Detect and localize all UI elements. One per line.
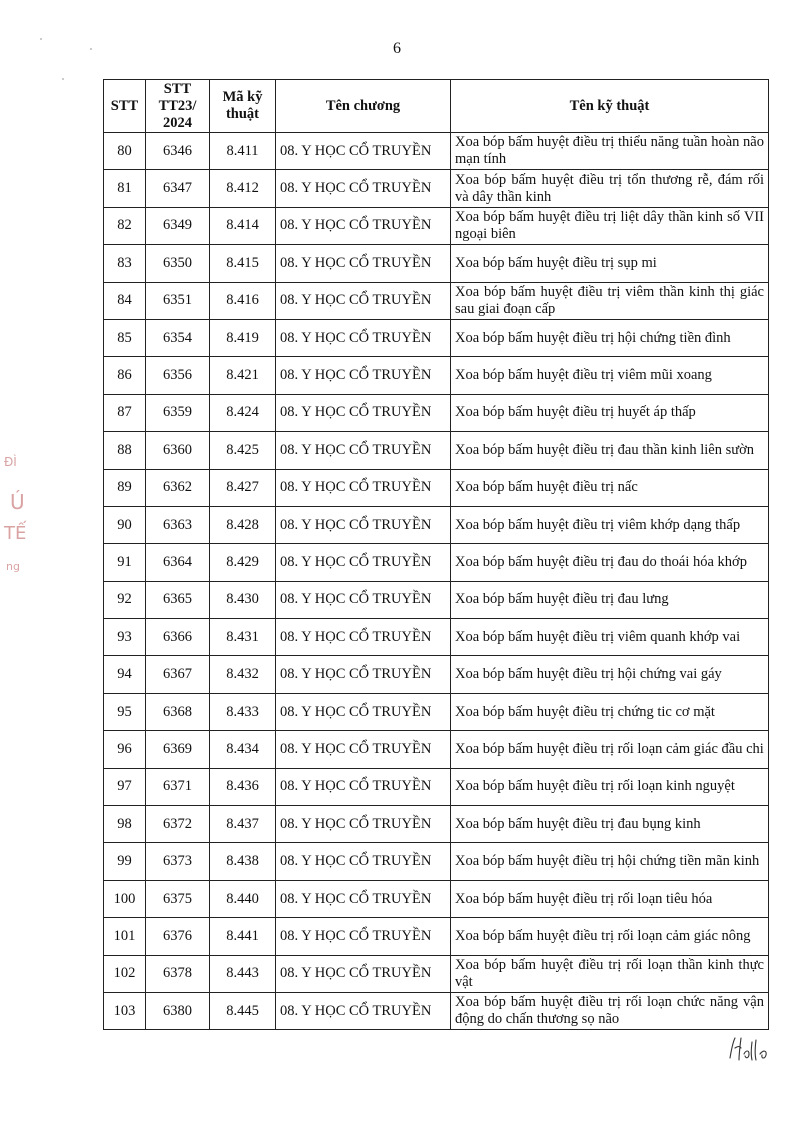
header-stt: STT bbox=[104, 80, 146, 133]
cell-ma-ky-thuat: 8.427 bbox=[210, 469, 276, 506]
cell-ten-chuong: 08. Y HỌC CỔ TRUYỀN bbox=[276, 581, 451, 618]
cell-stt-tt23: 6359 bbox=[146, 394, 210, 431]
cell-ten-chuong: 08. Y HỌC CỔ TRUYỀN bbox=[276, 843, 451, 880]
cell-stt: 101 bbox=[104, 918, 146, 955]
scan-speck bbox=[90, 48, 92, 50]
cell-stt: 103 bbox=[104, 992, 146, 1029]
cell-ten-ky-thuat: Xoa bóp bấm huyệt điều trị hội chứng tiền đình bbox=[451, 319, 769, 356]
cell-ten-ky-thuat: Xoa bóp bấm huyệt điều trị rối loạn chức năng vận động do chấn thương sọ não bbox=[451, 992, 769, 1029]
table-row bbox=[104, 843, 769, 880]
cell-stt: 96 bbox=[104, 731, 146, 768]
table-row bbox=[104, 394, 769, 431]
cell-stt-tt23: 6363 bbox=[146, 506, 210, 543]
scan-speck bbox=[62, 78, 64, 80]
table-row bbox=[104, 133, 769, 170]
cell-ten-ky-thuat: Xoa bóp bấm huyệt điều trị rối loạn cảm giác nông bbox=[451, 918, 769, 955]
table-row bbox=[104, 506, 769, 543]
cell-stt: 98 bbox=[104, 806, 146, 843]
cell-ten-chuong: 08. Y HỌC CỔ TRUYỀN bbox=[276, 133, 451, 170]
cell-ma-ky-thuat: 8.412 bbox=[210, 170, 276, 207]
cell-stt-tt23: 6356 bbox=[146, 357, 210, 394]
cell-ten-ky-thuat: Xoa bóp bấm huyệt điều trị đau do thoái hóa khớp bbox=[451, 544, 769, 581]
cell-ten-chuong: 08. Y HỌC CỔ TRUYỀN bbox=[276, 319, 451, 356]
cell-ma-ky-thuat: 8.432 bbox=[210, 656, 276, 693]
cell-ten-chuong: 08. Y HỌC CỔ TRUYỀN bbox=[276, 619, 451, 656]
table-row bbox=[104, 880, 769, 917]
cell-ten-ky-thuat: Xoa bóp bấm huyệt điều trị hội chứng tiền mãn kinh bbox=[451, 843, 769, 880]
cell-stt-tt23: 6346 bbox=[146, 133, 210, 170]
table-row bbox=[104, 319, 769, 356]
cell-ten-ky-thuat: Xoa bóp bấm huyệt điều trị rối loạn tiêu hóa bbox=[451, 880, 769, 917]
cell-ten-ky-thuat: Xoa bóp bấm huyệt điều trị viêm mũi xoang bbox=[451, 357, 769, 394]
cell-ten-chuong: 08. Y HỌC CỔ TRUYỀN bbox=[276, 282, 451, 319]
cell-ten-chuong: 08. Y HỌC CỔ TRUYỀN bbox=[276, 992, 451, 1029]
cell-stt-tt23: 6360 bbox=[146, 432, 210, 469]
cell-ten-ky-thuat: Xoa bóp bấm huyệt điều trị viêm thần kinh thị giác sau giai đoạn cấp bbox=[451, 282, 769, 319]
cell-ma-ky-thuat: 8.443 bbox=[210, 955, 276, 992]
header-ma-ky-thuat: Mã kỹ thuật bbox=[210, 80, 276, 133]
cell-stt: 86 bbox=[104, 357, 146, 394]
cell-stt: 93 bbox=[104, 619, 146, 656]
cell-stt-tt23: 6349 bbox=[146, 207, 210, 244]
cell-ma-ky-thuat: 8.425 bbox=[210, 432, 276, 469]
cell-stt: 102 bbox=[104, 955, 146, 992]
cell-ten-ky-thuat: Xoa bóp bấm huyệt điều trị chứng tic cơ mặt bbox=[451, 693, 769, 730]
cell-ma-ky-thuat: 8.428 bbox=[210, 506, 276, 543]
table-row bbox=[104, 806, 769, 843]
cell-ma-ky-thuat: 8.434 bbox=[210, 731, 276, 768]
scan-speck bbox=[40, 38, 42, 40]
cell-ten-chuong: 08. Y HỌC CỔ TRUYỀN bbox=[276, 918, 451, 955]
cell-stt-tt23: 6367 bbox=[146, 656, 210, 693]
table-row bbox=[104, 955, 769, 992]
cell-stt: 82 bbox=[104, 207, 146, 244]
cell-ten-ky-thuat: Xoa bóp bấm huyệt điều trị rối loạn thần kinh thực vật bbox=[451, 955, 769, 992]
cell-stt-tt23: 6354 bbox=[146, 319, 210, 356]
technique-table bbox=[103, 79, 769, 1030]
cell-stt: 91 bbox=[104, 544, 146, 581]
cell-ten-ky-thuat: Xoa bóp bấm huyệt điều trị nấc bbox=[451, 469, 769, 506]
margin-stamp-fragment: TẾ bbox=[4, 523, 27, 544]
cell-ten-chuong: 08. Y HỌC CỔ TRUYỀN bbox=[276, 170, 451, 207]
cell-ten-chuong: 08. Y HỌC CỔ TRUYỀN bbox=[276, 207, 451, 244]
cell-stt-tt23: 6368 bbox=[146, 693, 210, 730]
cell-ma-ky-thuat: 8.416 bbox=[210, 282, 276, 319]
cell-ten-ky-thuat: Xoa bóp bấm huyệt điều trị đau bụng kinh bbox=[451, 806, 769, 843]
cell-ma-ky-thuat: 8.445 bbox=[210, 992, 276, 1029]
table-row bbox=[104, 207, 769, 244]
cell-ma-ky-thuat: 8.440 bbox=[210, 880, 276, 917]
header-ten-chuong: Tên chương bbox=[276, 80, 451, 133]
table-row bbox=[104, 282, 769, 319]
handwritten-signature bbox=[726, 1032, 776, 1066]
table-row bbox=[104, 469, 769, 506]
table-row bbox=[104, 656, 769, 693]
cell-ten-chuong: 08. Y HỌC CỔ TRUYỀN bbox=[276, 506, 451, 543]
cell-stt: 88 bbox=[104, 432, 146, 469]
cell-stt-tt23: 6362 bbox=[146, 469, 210, 506]
cell-ten-ky-thuat: Xoa bóp bấm huyệt điều trị đau lưng bbox=[451, 581, 769, 618]
cell-stt-tt23: 6371 bbox=[146, 768, 210, 805]
table-row bbox=[104, 619, 769, 656]
cell-ten-ky-thuat: Xoa bóp bấm huyệt điều trị viêm quanh khớp vai bbox=[451, 619, 769, 656]
cell-stt: 100 bbox=[104, 880, 146, 917]
cell-stt-tt23: 6347 bbox=[146, 170, 210, 207]
table-row bbox=[104, 544, 769, 581]
table-row bbox=[104, 918, 769, 955]
cell-ten-ky-thuat: Xoa bóp bấm huyệt điều trị tổn thương rễ, đám rối và dây thần kinh bbox=[451, 170, 769, 207]
table-row bbox=[104, 693, 769, 730]
cell-ten-chuong: 08. Y HỌC CỔ TRUYỀN bbox=[276, 880, 451, 917]
cell-stt: 83 bbox=[104, 245, 146, 282]
cell-stt: 90 bbox=[104, 506, 146, 543]
header-ten-ky-thuat: Tên kỹ thuật bbox=[451, 80, 769, 133]
cell-ten-chuong: 08. Y HỌC CỔ TRUYỀN bbox=[276, 394, 451, 431]
cell-ma-ky-thuat: 8.415 bbox=[210, 245, 276, 282]
table-header-row bbox=[104, 80, 769, 133]
cell-ten-chuong: 08. Y HỌC CỔ TRUYỀN bbox=[276, 731, 451, 768]
cell-ten-chuong: 08. Y HỌC CỔ TRUYỀN bbox=[276, 768, 451, 805]
cell-stt-tt23: 6376 bbox=[146, 918, 210, 955]
cell-stt: 97 bbox=[104, 768, 146, 805]
margin-stamp-fragment: ĐÌ bbox=[4, 455, 17, 469]
cell-stt-tt23: 6372 bbox=[146, 806, 210, 843]
cell-stt-tt23: 6378 bbox=[146, 955, 210, 992]
cell-stt: 81 bbox=[104, 170, 146, 207]
header-stt-tt23: STT TT23/ 2024 bbox=[146, 80, 210, 133]
table-row bbox=[104, 357, 769, 394]
cell-ten-ky-thuat: Xoa bóp bấm huyệt điều trị rối loạn cảm giác đầu chi bbox=[451, 731, 769, 768]
cell-ma-ky-thuat: 8.436 bbox=[210, 768, 276, 805]
cell-ten-chuong: 08. Y HỌC CỔ TRUYỀN bbox=[276, 357, 451, 394]
cell-stt: 84 bbox=[104, 282, 146, 319]
cell-ten-ky-thuat: Xoa bóp bấm huyệt điều trị viêm khớp dạng thấp bbox=[451, 506, 769, 543]
page-number: 6 bbox=[393, 40, 401, 57]
margin-stamp-fragment: Ú bbox=[10, 490, 25, 514]
cell-stt: 89 bbox=[104, 469, 146, 506]
cell-ma-ky-thuat: 8.441 bbox=[210, 918, 276, 955]
cell-ma-ky-thuat: 8.424 bbox=[210, 394, 276, 431]
table-row bbox=[104, 245, 769, 282]
cell-stt: 99 bbox=[104, 843, 146, 880]
margin-stamp-fragment: ng bbox=[6, 560, 20, 573]
cell-ten-chuong: 08. Y HỌC CỔ TRUYỀN bbox=[276, 955, 451, 992]
table-row bbox=[104, 992, 769, 1029]
cell-ten-chuong: 08. Y HỌC CỔ TRUYỀN bbox=[276, 432, 451, 469]
cell-ten-chuong: 08. Y HỌC CỔ TRUYỀN bbox=[276, 693, 451, 730]
cell-ten-ky-thuat: Xoa bóp bấm huyệt điều trị hội chứng vai gáy bbox=[451, 656, 769, 693]
table-body bbox=[104, 133, 769, 1030]
cell-ma-ky-thuat: 8.431 bbox=[210, 619, 276, 656]
cell-ma-ky-thuat: 8.433 bbox=[210, 693, 276, 730]
cell-ma-ky-thuat: 8.429 bbox=[210, 544, 276, 581]
cell-stt: 92 bbox=[104, 581, 146, 618]
cell-stt-tt23: 6375 bbox=[146, 880, 210, 917]
cell-ma-ky-thuat: 8.419 bbox=[210, 319, 276, 356]
table-row bbox=[104, 432, 769, 469]
cell-ten-chuong: 08. Y HỌC CỔ TRUYỀN bbox=[276, 245, 451, 282]
cell-stt-tt23: 6366 bbox=[146, 619, 210, 656]
cell-stt-tt23: 6369 bbox=[146, 731, 210, 768]
table-row bbox=[104, 581, 769, 618]
cell-ten-chuong: 08. Y HỌC CỔ TRUYỀN bbox=[276, 806, 451, 843]
cell-stt-tt23: 6364 bbox=[146, 544, 210, 581]
cell-ten-ky-thuat: Xoa bóp bấm huyệt điều trị liệt dây thần kinh số VII ngoại biên bbox=[451, 207, 769, 244]
cell-stt: 80 bbox=[104, 133, 146, 170]
cell-stt: 87 bbox=[104, 394, 146, 431]
cell-stt: 85 bbox=[104, 319, 146, 356]
cell-ten-chuong: 08. Y HỌC CỔ TRUYỀN bbox=[276, 544, 451, 581]
cell-ten-ky-thuat: Xoa bóp bấm huyệt điều trị huyết áp thấp bbox=[451, 394, 769, 431]
cell-ten-chuong: 08. Y HỌC CỔ TRUYỀN bbox=[276, 656, 451, 693]
cell-ma-ky-thuat: 8.430 bbox=[210, 581, 276, 618]
cell-ma-ky-thuat: 8.411 bbox=[210, 133, 276, 170]
table-row bbox=[104, 170, 769, 207]
cell-stt-tt23: 6351 bbox=[146, 282, 210, 319]
cell-ten-chuong: 08. Y HỌC CỔ TRUYỀN bbox=[276, 469, 451, 506]
cell-stt-tt23: 6380 bbox=[146, 992, 210, 1029]
cell-stt-tt23: 6373 bbox=[146, 843, 210, 880]
cell-stt: 95 bbox=[104, 693, 146, 730]
cell-ten-ky-thuat: Xoa bóp bấm huyệt điều trị thiểu năng tuần hoàn não mạn tính bbox=[451, 133, 769, 170]
table-row bbox=[104, 731, 769, 768]
cell-ma-ky-thuat: 8.437 bbox=[210, 806, 276, 843]
table-row bbox=[104, 768, 769, 805]
cell-stt-tt23: 6350 bbox=[146, 245, 210, 282]
cell-ten-ky-thuat: Xoa bóp bấm huyệt điều trị rối loạn kinh nguyệt bbox=[451, 768, 769, 805]
cell-stt: 94 bbox=[104, 656, 146, 693]
cell-ten-ky-thuat: Xoa bóp bấm huyệt điều trị đau thần kinh liên sườn bbox=[451, 432, 769, 469]
cell-ma-ky-thuat: 8.438 bbox=[210, 843, 276, 880]
cell-ma-ky-thuat: 8.421 bbox=[210, 357, 276, 394]
cell-ma-ky-thuat: 8.414 bbox=[210, 207, 276, 244]
cell-stt-tt23: 6365 bbox=[146, 581, 210, 618]
cell-ten-ky-thuat: Xoa bóp bấm huyệt điều trị sụp mi bbox=[451, 245, 769, 282]
